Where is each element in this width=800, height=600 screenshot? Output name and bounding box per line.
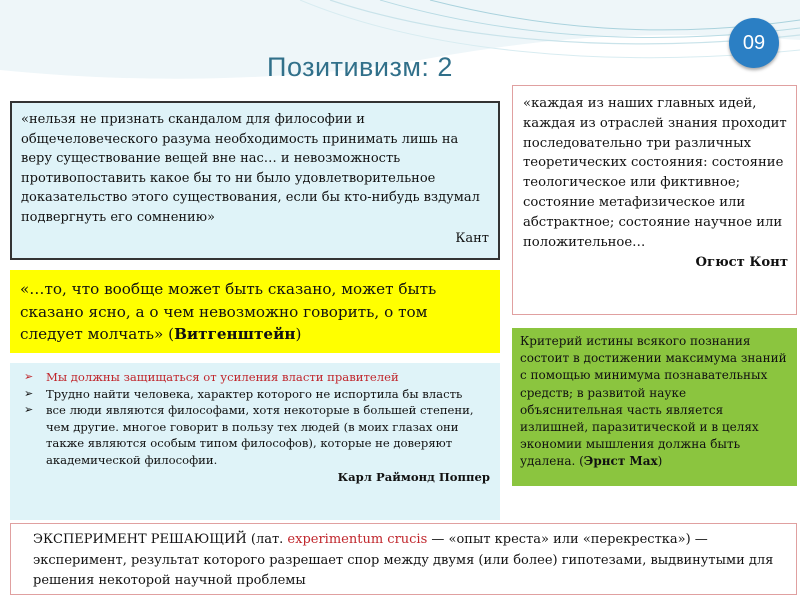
arrow-bullet-icon: ➢ — [24, 403, 34, 416]
mach-author: Эрнст Мах — [583, 454, 658, 469]
list-item-text: Трудно найти человека, характер которого не испортила бы власть — [46, 386, 463, 401]
kant-quote-text: «нельзя не признать скандалом для философии и общечеловеческого разума необходимость принимать лишь на веру существование вещей вне нас… и невозможность противопоставить какое бы то ни было удовлетворительное доказательство этого существования, если бы кто-нибудь вздумал подвергнуть его сомнению» — [21, 112, 480, 225]
comte-quote-box — [512, 85, 797, 315]
popper-quotes-box — [10, 363, 500, 520]
wittgenstein-quote-text: «…то, что вообще может быть сказано, может быть сказано ясно, а о чем невозможно говорить, о том следует молчать» ( — [20, 280, 437, 343]
experiment-definition-box — [10, 523, 797, 595]
slide-number-badge: 09 — [729, 18, 779, 68]
list-item — [24, 386, 492, 403]
list-item — [24, 402, 492, 468]
wittgenstein-author: Витгенштейн — [174, 325, 296, 343]
wittgenstein-quote-box — [10, 270, 500, 353]
arrow-bullet-icon: ➢ — [24, 386, 34, 400]
list-item — [24, 369, 492, 386]
experiment-definition: — «опыт креста» или «перекрестка») — эксперимент, результат которого разрешает спор между двумя (или более) гипотезами, выдвинутыми для решения некоторой научной проблемы — [33, 532, 774, 588]
mach-quote-box — [512, 328, 797, 486]
wittgenstein-close: ) — [295, 325, 302, 343]
comte-quote-text: «каждая из наших главных идей, каждая из отраслей знания проходит последовательно три различных теоретических состояния: состояние теологическое или фиктивное; состояние метафизическое или абстрактное; состояние научное или положительное… — [523, 96, 787, 250]
popper-list — [24, 369, 492, 468]
list-item-text: все люди являются философами, хотя некоторые в большей степени, чем другие. многое говорит в пользу тех людей (в моих глазах они также являются особым типом философов), которые не доверяют академической философии. — [46, 403, 474, 467]
experiment-term: ЭКСПЕРИМЕНТ РЕШАЮЩИЙ (лат. — [33, 532, 288, 547]
experiment-latin-term: experimentum crucis — [287, 532, 428, 547]
kant-author: Кант — [455, 230, 489, 246]
mach-quote-text: Критерий истины всякого познания состоит в достижении максимума знаний с помощью минимума познавательных средств; в развитой науке объяснительная часть является излишней, паразитической и в целях экономии мышления должна быть удалена. ( — [520, 334, 787, 469]
arrow-bullet-icon: ➢ — [24, 370, 34, 383]
comte-author: Огюст Конт — [695, 255, 788, 271]
list-item-text: Мы должны защищаться от усиления власти правителей — [46, 370, 399, 384]
popper-author: Карл Раймонд Поппер — [337, 470, 490, 484]
kant-quote-box — [10, 101, 500, 260]
slide-title: Позитивизм: 2 — [267, 52, 453, 82]
mach-close: ) — [657, 454, 663, 469]
